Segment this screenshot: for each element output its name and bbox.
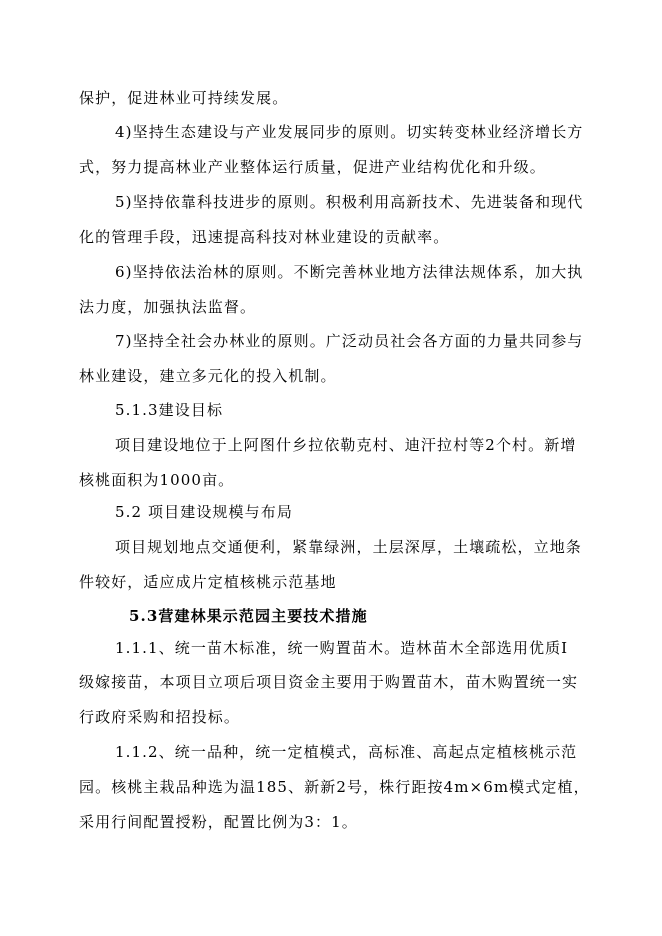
text-line-9: 林业建设，建立多元化的投入机制。 xyxy=(79,367,337,385)
section-heading-5-2: 5.2 项目建设规模与布局 xyxy=(115,503,293,521)
text-line-14: 项目规划地点交通便利，紧靠绿洲，土层深厚，土壤疏松，立地条 xyxy=(115,538,582,556)
text-line-5: 化的管理手段，迅速提高科技对林业建设的贡献率。 xyxy=(79,228,450,246)
text-line-8: 7)坚持全社会办林业的原则。广泛动员社会各方面的力量共同参与 xyxy=(115,332,584,350)
text-line-18: 级嫁接苗，本项目立项后项目资金主要用于购置苗木，苗木购置统一实 xyxy=(79,673,579,691)
text-line-4: 5)坚持依靠科技进步的原则。积极利用高新技术、先进装备和现代 xyxy=(115,193,584,211)
text-line-20: 1.1.2、统一品种，统一定植模式，高标准、高起点定植核桃示范 xyxy=(115,743,578,761)
text-line-17: 1.1.1、统一苗木标准，统一购置苗木。造林苗木全部选用优质Ⅰ xyxy=(115,639,569,657)
text-line-15: 件较好，适应成片定植核桃示范基地 xyxy=(79,573,337,591)
text-line-2: 4)坚持生态建设与产业发展同步的原则。切实转变林业经济增长方 xyxy=(115,123,584,141)
text-line-12: 核桃面积为1000亩。 xyxy=(79,471,235,489)
text-line-7: 法力度，加强执法监督。 xyxy=(79,298,257,316)
text-line-1: 保护，促进林业可持续发展。 xyxy=(79,89,289,107)
section-heading-5-3: 5.3营建林果示范园主要技术措施 xyxy=(129,607,368,625)
section-heading-5-1-3: 5.1.3建设目标 xyxy=(115,401,224,419)
text-line-21: 园。核桃主栽品种选为温185、新新2号，株行距按4m×6m模式定植， xyxy=(79,778,590,796)
text-line-11: 项目建设地位于上阿图什乡拉依勒克村、迪汗拉村等2个村。新增 xyxy=(115,436,577,454)
text-line-22: 采用行间配置授粉，配置比例为3：1。 xyxy=(79,813,358,831)
text-line-3: 式，努力提高林业产业整体运行质量，促进产业结构优化和升级。 xyxy=(79,158,546,176)
text-line-6: 6)坚持依法治林的原则。不断完善林业地方法律法规体系，加大执 xyxy=(115,263,584,281)
text-line-19: 行政府采购和招投标。 xyxy=(79,708,241,726)
